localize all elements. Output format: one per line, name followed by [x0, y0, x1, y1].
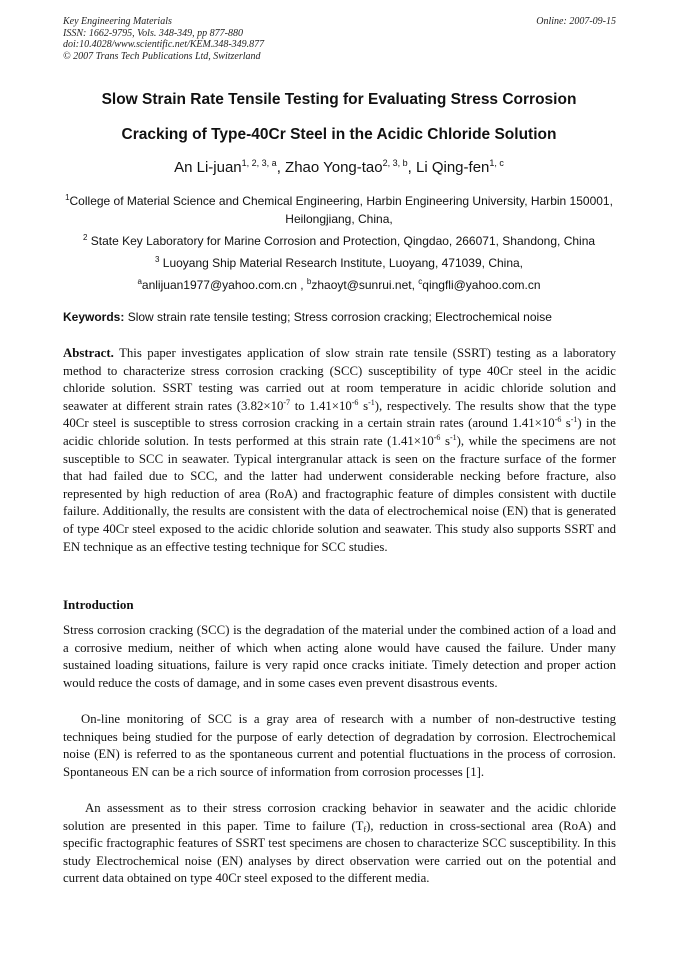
author-affiliation-marker: 2, 3, b: [382, 158, 408, 168]
email-c: qingfli@yahoo.com.cn: [422, 278, 541, 292]
author-emails: $^a$anlijuan1977@yahoo.com.cn , $^b$zhaoyt@sunrui.net, $^c$qingfli@yahoo.com.cn: [137, 277, 541, 292]
email-b: zhaoyt@sunrui.net: [311, 278, 412, 292]
affiliation-1: $^1$College of Material Science and Chemical Engineering, Harbin Engineering University, Harbin 150001, Heilongjiang, China,: [65, 193, 613, 226]
introduction-paragraph-3: An assessment as to their stress corrosion cracking behavior in seawater and the acidic chloride solution are presented in this paper. Time to failure $(T_f)$, reduction in cross-sectional area (RoA) and specific fractographic features of SSRT test specimens are chosen to characterize SCC susceptibility. In this study Electrochemical noise (EN) analyses by direct observation were carried out on the potential and current data obtained on type 40Cr steel exposed to the different media.: [63, 801, 616, 886]
author-affiliation-marker: 1, 2, 3, a: [241, 158, 277, 168]
author-name: Li Qing-fen: [416, 159, 490, 176]
abstract-label: Abstract.: [63, 346, 114, 360]
author-name: Zhao Yong-tao: [285, 159, 383, 176]
doi-line: doi:10.4028/www.scientific.net/KEM.348-349.877: [63, 39, 265, 50]
author-list: [40, 158, 638, 176]
journal-header: [63, 16, 616, 62]
keywords: [63, 310, 616, 324]
author-separator: ,: [276, 159, 286, 176]
introduction-paragraph-2: On-line monitoring of SCC is a gray area of research with a number of non-destructive testing techniques being studied for the purpose of early detection of degradation by corrosion. Electrochemical noise (EN) is referred to as the spontaneous current and potential fluctuations in the process of corrosion. Spontaneous EN can be a rich source of information from corrosion processes [1].: [63, 712, 616, 779]
issn-line: ISSN: 1662-9795, Vols. 348-349, pp 877-880: [63, 27, 243, 39]
email-a: anlijuan1977@yahoo.com.cn: [141, 278, 297, 292]
affiliation-2: $^2$ State Key Laboratory for Marine Corrosion and Protection, Qingdao, 266071, Shandong, China: [82, 233, 596, 248]
author-separator: ,: [407, 159, 416, 176]
journal-name: Key Engineering Materials: [63, 16, 172, 27]
keywords-text: Slow strain rate tensile testing; Stress corrosion cracking; Electrochemical noise: [124, 310, 552, 324]
copyright-line: © 2007 Trans Tech Publications Ltd, Switzerland: [63, 50, 261, 62]
author-affiliation-marker: 1, c: [489, 158, 504, 168]
section-heading-introduction: Introduction: [63, 597, 134, 612]
abstract-paragraph: Abstract. This paper investigates application of slow strain rate tensile (SSRT) testing as a laboratory method to characterize stress corrosion cracking (SCC) susceptibility of type 40Cr steel in the acidic chloride solution. SSRT testing was carried out at room temperature in acidic chloride solution and seawater at different strain rates ($3.82\times 10^{-7}$ to $1.41\times 10^{-6}$ $s^{-1}$), respectively. The results show that the type 40Cr steel is susceptible to stress corrosion cracking in a certain strain rates (around $1.41\times 10^{-6}$ $s^{-1}$) in the acidic chloride solution. In tests performed at this strain rate ($1.41\times 10^{-6}$ $s^{-1}$), while the specimens are not susceptible to SCC in seawater. Typical intergranular attack is seen on the fracture surface of the former that had failed due to SCC, and the latter had underwent considerable necking before fracture, also represented by high reduction of area (RoA) and fractographic feature of dimples consistent with ductile failure. Additionally, the results are consistent with the data of electrochemical noise (EN) that is generated of type 40Cr steel exposed to the acidic chloride solution and seawater. This study also supports SSRT and EN technique as an effective testing technique for SCC studies.: [63, 346, 617, 554]
online-date: Online: 2007-09-15: [536, 16, 616, 27]
keywords-label: Keywords:: [63, 310, 125, 324]
paper-title-line-1: Slow Strain Rate Tensile Testing for Evaluating Stress Corrosion: [101, 91, 577, 108]
introduction-paragraph-1: Stress corrosion cracking (SCC) is the degradation of the material under the combined action of a load and a corrosive medium, neither of which when acting alone would have caused the failure. Under many sustained loading situations, failure is very rapid once cracks initiate. Timely detection and proper action would reduce the costs of damage, and in some cases even prevent disastrous events.: [63, 623, 616, 690]
paper-title-line-2: Cracking of Type-40Cr Steel in the Acidic Chloride Solution: [121, 126, 557, 143]
author-name: An Li-juan: [174, 159, 242, 176]
affiliation-3: $^3$ Luoyang Ship Material Research Institute, Luoyang, 471039, China,: [154, 255, 524, 270]
